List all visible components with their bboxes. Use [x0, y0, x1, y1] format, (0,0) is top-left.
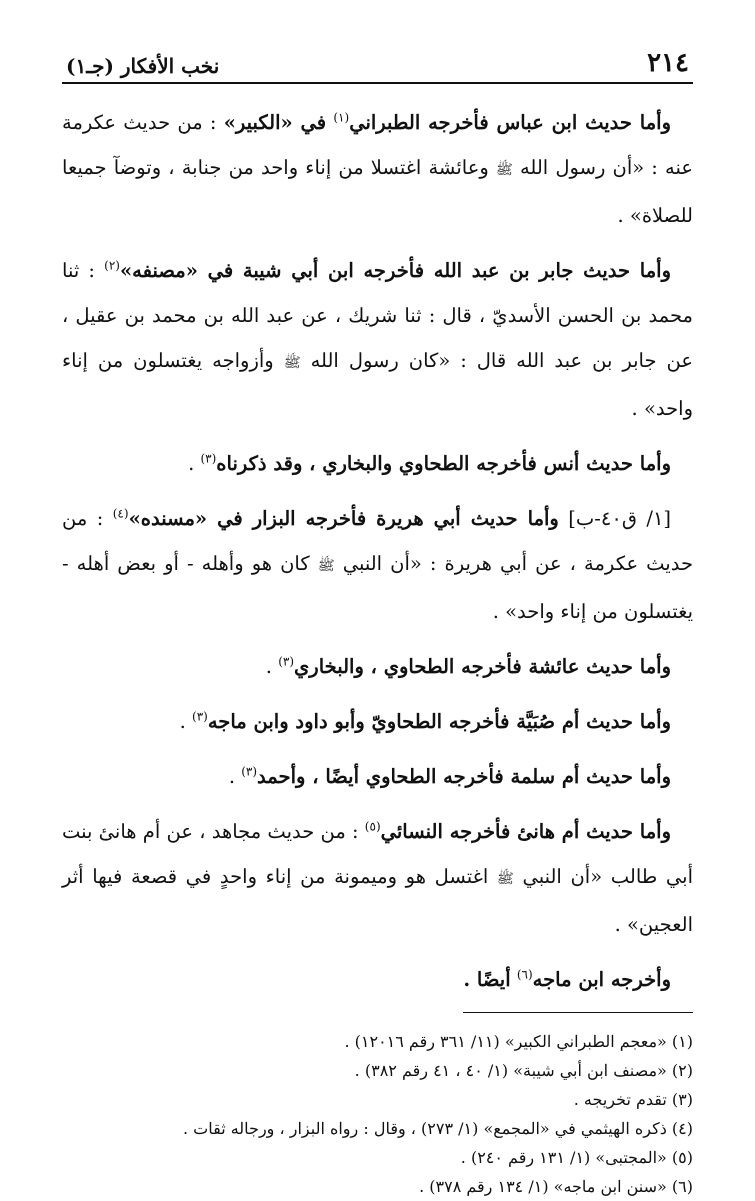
page-header: [62, 38, 693, 84]
paragraph-text: : من حديث عكرمة عنه : «أن رسول الله: [62, 111, 693, 179]
paragraph-text: .: [188, 452, 195, 475]
footnote-item: (٥) «المجتبى» (١/ ١٣١ رقم ٢٤٠) .: [460, 1148, 693, 1167]
footnote-marker[interactable]: (٣): [200, 451, 217, 466]
footnote-item: (٣) تقدم تخريجه .: [573, 1090, 693, 1109]
paragraph-text: : من حديث عكرمة ، عن أبي هريرة : «أن النبي: [62, 507, 694, 575]
paragraph-text: : من حديث مجاهد ، عن أم هانئ بنت أبي طالب «أن النبي: [62, 820, 694, 888]
footnote-marker[interactable]: (٣): [241, 764, 258, 779]
paragraph-abu-hurayra: [62, 496, 693, 634]
footnote-item: (١) «معجم الطبراني الكبير» (١١/ ٣٦١ رقم ١٢٠١٦) .: [344, 1032, 693, 1051]
paragraph-umm-subayya: [62, 699, 693, 744]
paragraph-anas: [62, 441, 693, 486]
paragraph-lead: في «الكبير»: [223, 111, 327, 134]
paragraph-lead: وأما حديث أنس فأخرجه الطحاوي والبخاري ، وقد ذكرناه: [216, 452, 671, 475]
salla-symbol: ﷺ: [495, 162, 513, 178]
paragraph-jabir: [62, 248, 693, 431]
footnote-marker[interactable]: (٢): [104, 258, 120, 273]
paragraph-umm-salama: [62, 754, 693, 799]
footnote-item: (٤) ذكره الهيثمي في «المجمع» (١/ ٢٧٣) ، وقال : رواه البزار ، ورجاله ثقات .: [182, 1119, 693, 1138]
salla-symbol: ﷺ: [496, 871, 514, 887]
paragraph-text: .: [265, 655, 272, 678]
footnote-marker[interactable]: (٣): [192, 709, 208, 724]
paragraph-lead: وأما حديث أم صُبَيَّة فأخرجه الطحاويّ وأبو داود وابن ماجه: [207, 710, 671, 733]
paragraph-lead: وأخرجه ابن ماجه: [532, 968, 671, 991]
footnote-marker[interactable]: (١): [333, 110, 350, 125]
paragraph-lead: وأما حديث أم سلمة فأخرجه الطحاوي أيضًا ، وأحمد: [257, 765, 671, 788]
paragraph-ibn-abbas: [62, 100, 693, 238]
footnote-item: (٢) «مصنف ابن أبي شيبة» (١/ ٤٠ ، ٤١ رقم ٣٨٢) .: [354, 1061, 693, 1080]
salla-symbol: ﷺ: [317, 558, 335, 574]
paragraph-lead: وأما حديث أبي هريرة فأخرجه البزار في «مسنده»: [128, 507, 559, 530]
paragraph-text: .: [228, 765, 236, 788]
main-text: [62, 100, 693, 1002]
footnote-marker[interactable]: (٦): [516, 967, 533, 982]
salla-symbol: ﷺ: [283, 355, 301, 371]
footnote-marker[interactable]: (٥): [364, 819, 381, 834]
page-number: ٢١٤: [647, 48, 689, 78]
paragraph-text: وعائشة اغتسلا من إناء واحد من جنابة ، وتوضآ جميعا للصلاة» .: [62, 156, 693, 227]
paragraph-lead: وأما حديث عائشة فأخرجه الطحاوي ، والبخاري: [294, 655, 671, 678]
paragraph-aisha: [62, 644, 693, 689]
paragraph-lead: وأما حديث جابر بن عبد الله فأخرجه ابن أبي شيبة في «مصنفه»: [119, 259, 672, 282]
paragraph-text: .: [179, 710, 186, 733]
footnotes: [62, 1027, 693, 1201]
paragraph-text: اغتسل هو وميمونة من إناء واحدٍ في قصعة فيها أثر العجين» .: [62, 865, 693, 936]
paragraph-text: كان هو وأهله - أو بعض أهله - يغتسلون من إناء واحد» .: [62, 552, 693, 623]
book-page: [62, 38, 694, 1196]
footnote-marker[interactable]: (٤): [112, 506, 129, 521]
paragraph-text: وأزواجه يغتسلون من إناء واحد» .: [62, 349, 693, 420]
running-title: نخب الأفكار (جـ١): [66, 54, 220, 78]
paragraph-lead: وأما حديث أم هانئ فأخرجه النسائي: [380, 820, 671, 843]
manuscript-reference: [١/ ق٤٠-ب]: [568, 507, 672, 530]
paragraph-ibn-majah: [62, 957, 693, 1002]
footnote-separator: [463, 1012, 693, 1013]
paragraph-text: : ثنا محمد بن الحسن الأسديّ ، قال : ثنا شريك ، عن عبد الله بن محمد بن عقيل ، عن جابر بن عبد الله قال : «كان رسول الله: [62, 259, 693, 372]
paragraph-umm-hani: [62, 809, 693, 947]
paragraph-lead: أيضًا .: [463, 968, 511, 991]
footnote-marker[interactable]: (٣): [278, 654, 295, 669]
paragraph-lead: وأما حديث ابن عباس فأخرجه الطبراني: [349, 111, 671, 134]
footnote-item: (٦) «سنن ابن ماجه» (١/ ١٣٤ رقم ٣٧٨) .: [419, 1177, 693, 1196]
